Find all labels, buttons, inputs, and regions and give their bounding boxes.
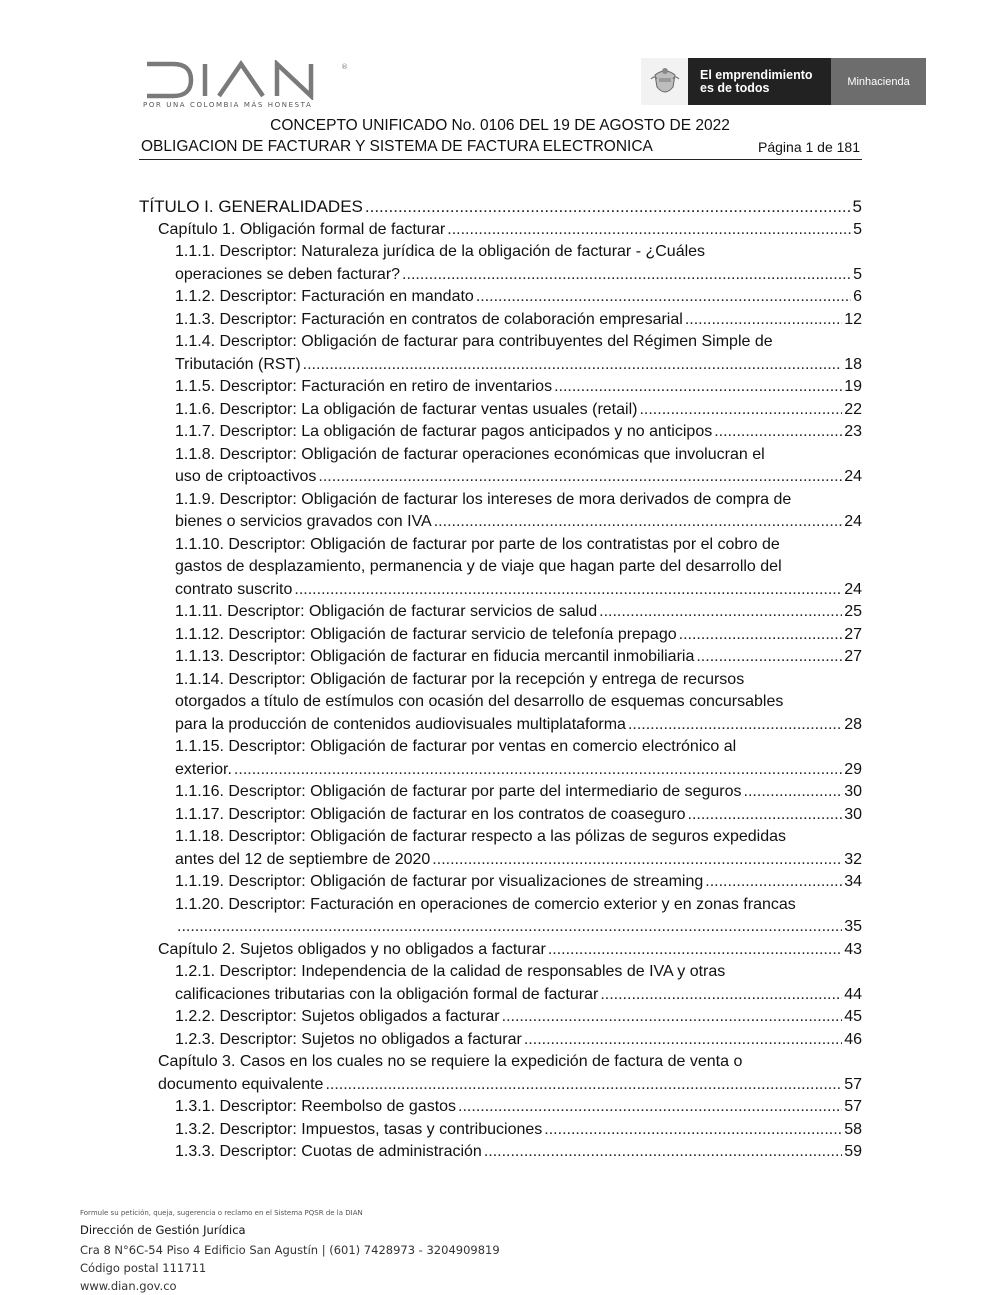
toc-entry[interactable]	[175, 286, 862, 309]
toc-entry-line: 1.1.15. Descriptor: Obligación de facturar por ventas en comercio electrónico al	[175, 738, 737, 755]
website-link[interactable]: www.dian.gov.co	[80, 1279, 177, 1293]
toc-page-number: 28	[844, 716, 862, 733]
toc-entry-text: TÍTULO I. GENERALIDADES	[139, 197, 363, 216]
toc-entry-text: 1.1.12. Descriptor: Obligación de facturar servicio de telefonía prepago	[175, 626, 677, 643]
toc-page-number: 45	[844, 1008, 862, 1025]
toc-entry[interactable]	[175, 849, 862, 872]
toc-entry[interactable]	[175, 309, 862, 332]
toc-page-number: 58	[844, 1121, 862, 1138]
toc-entry-line: gastos de desplazamiento, permanencia y de viaje que hagan parte del desarrollo del	[175, 558, 782, 575]
toc-page-number: 12	[844, 311, 862, 328]
toc-page-number: 44	[844, 986, 862, 1003]
toc-entry[interactable]	[175, 646, 862, 669]
address-line: Cra 8 N°6C-54 Piso 4 Edificio San Agustín | (601) 7428973 - 3204909819	[80, 1243, 500, 1257]
toc-entry-line: 1.1.4. Descriptor: Obligación de facturar para contribuyentes del Régimen Simple de	[175, 333, 773, 350]
toc-entry[interactable]	[175, 871, 862, 894]
logo-tagline: POR UNA COLOMBIA MÁS HONESTA	[143, 101, 313, 109]
toc-entry-line: 1.2.1. Descriptor: Independencia de la calidad de responsables de IVA y otras	[175, 963, 726, 980]
toc-entry-text: calificaciones tributarias con la obligación formal de facturar	[175, 986, 599, 1003]
toc-leader	[234, 759, 842, 782]
toc-leader	[365, 196, 851, 219]
toc-entry[interactable]	[175, 264, 862, 287]
page-indicator: Página 1 de 181	[758, 139, 860, 155]
toc-entry[interactable]	[175, 354, 862, 377]
toc-page-number: 25	[844, 603, 862, 620]
toc-entry[interactable]	[175, 1141, 862, 1164]
toc-page-number: 5	[853, 266, 862, 283]
toc-entry-text: 1.2.2. Descriptor: Sujetos obligados a facturar	[175, 1008, 500, 1025]
toc-page-number: 34	[844, 873, 862, 890]
toc-leader	[685, 309, 842, 332]
toc-page-number: 27	[844, 626, 862, 643]
toc-entry-text: 1.2.3. Descriptor: Sujetos no obligados a facturar	[175, 1031, 522, 1048]
toc-page-number: 6	[853, 288, 862, 305]
svg-text:®: ®	[341, 63, 348, 71]
toc-page-number: 29	[844, 761, 862, 778]
toc-entry[interactable]	[175, 376, 862, 399]
toc-entry[interactable]	[175, 466, 862, 489]
toc-entry-text: operaciones se deben facturar?	[175, 266, 401, 283]
toc-entry-line: 1.1.14. Descriptor: Obligación de facturar por la recepción y entrega de recursos	[175, 671, 745, 688]
toc-entry[interactable]	[175, 759, 862, 782]
toc-entry[interactable]	[175, 624, 862, 647]
toc-leader	[318, 466, 842, 489]
toc-entry[interactable]	[175, 511, 862, 534]
toc-entry-line: 1.1.1. Descriptor: Naturaleza jurídica de la obligación de facturar - ¿Cuáles	[175, 243, 706, 260]
toc-entry[interactable]	[175, 601, 862, 624]
toc-page-number: 24	[844, 581, 862, 598]
toc-page-number: 32	[844, 851, 862, 868]
toc-chapter-entry[interactable]	[158, 1074, 862, 1097]
toc-entry-text: exterior.	[175, 761, 232, 778]
toc-page-number: 35	[844, 918, 862, 935]
toc-leader	[458, 1096, 842, 1119]
toc-entry[interactable]	[175, 421, 862, 444]
toc-leader	[696, 646, 842, 669]
toc-entry-text: 1.1.2. Descriptor: Facturación en mandato	[175, 288, 474, 305]
document-title: CONCEPTO UNIFICADO No. 0106 DEL 19 DE AGOSTO DE 2022	[270, 117, 730, 134]
toc-page-number: 22	[844, 401, 862, 418]
toc-leader	[554, 376, 842, 399]
toc-entry-text: Tributación (RST)	[175, 356, 301, 373]
toc-title-entry[interactable]	[139, 196, 862, 219]
toc-leader	[714, 421, 842, 444]
toc-leader	[294, 579, 842, 602]
toc-page-number: 19	[844, 378, 862, 395]
toc-entry-text: 1.1.13. Descriptor: Obligación de facturar en fiducia mercantil inmobiliaria	[175, 648, 695, 665]
toc-entry-text: Capítulo 2. Sujetos obligados y no obligados a facturar	[158, 941, 546, 958]
toc-entry[interactable]	[175, 1006, 862, 1029]
toc-leader	[639, 399, 842, 422]
toc-entry[interactable]	[175, 984, 862, 1007]
toc-chapter-entry[interactable]	[158, 939, 862, 962]
toc-entry[interactable]	[175, 1096, 862, 1119]
toc-entry[interactable]	[175, 714, 862, 737]
toc-entry-text: antes del 12 de septiembre de 2020	[175, 851, 431, 868]
slogan-line-2: es de todos	[700, 80, 770, 95]
toc-leader	[679, 624, 843, 647]
toc-leader	[502, 1006, 843, 1029]
toc-entry-text: Capítulo 1. Obligación formal de facturar	[158, 221, 446, 238]
toc-entry-text: 1.1.11. Descriptor: Obligación de facturar servicios de salud	[175, 603, 598, 620]
coat-of-arms-icon	[641, 58, 688, 105]
toc-entry-text: uso de criptoactivos	[175, 468, 317, 485]
government-slogan	[688, 58, 831, 105]
toc-entry[interactable]	[175, 916, 862, 939]
document-subtitle: OBLIGACION DE FACTURAR Y SISTEMA DE FACTURA ELECTRONICA	[141, 138, 653, 155]
toc-leader	[600, 984, 842, 1007]
toc-page-number: 23	[844, 423, 862, 440]
toc-entry-line: 1.1.10. Descriptor: Obligación de facturar por parte de los contratistas por el cobro de	[175, 536, 780, 553]
toc-entry-line: Capítulo 3. Casos en los cuales no se requiere la expedición de factura de venta o	[158, 1053, 743, 1070]
toc-page-number: 30	[844, 783, 862, 800]
office-name: Dirección de Gestión Jurídica	[80, 1223, 246, 1237]
toc-page-number: 24	[844, 513, 862, 530]
toc-entry[interactable]	[175, 399, 862, 422]
toc-leader	[325, 1074, 842, 1097]
toc-entry-text: 1.1.3. Descriptor: Facturación en contratos de colaboración empresarial	[175, 311, 683, 328]
toc-leader	[688, 804, 843, 827]
toc-entry[interactable]	[175, 1029, 862, 1052]
toc-leader	[705, 871, 842, 894]
toc-entry-text: 1.1.5. Descriptor: Facturación en retiro de inventarios	[175, 378, 553, 395]
government-banner	[641, 58, 926, 105]
page-footer	[80, 1209, 500, 1295]
toc-entry-text: 1.1.6. Descriptor: La obligación de facturar ventas usuales (retail)	[175, 401, 638, 418]
toc-entry-line: 1.1.20. Descriptor: Facturación en operaciones de comercio exterior y en zonas francas	[175, 896, 796, 913]
toc-leader	[544, 1119, 842, 1142]
toc-entry-text: documento equivalente	[158, 1076, 324, 1093]
toc-entry-text: 1.1.17. Descriptor: Obligación de facturar en los contratos de coaseguro	[175, 806, 686, 823]
toc-page-number: 57	[844, 1076, 862, 1093]
toc-page-number: 30	[844, 806, 862, 823]
header-divider	[139, 159, 862, 160]
toc-entry-text: 1.3.2. Descriptor: Impuestos, tasas y contribuciones	[175, 1121, 543, 1138]
toc-page-number: 18	[844, 356, 862, 373]
toc-entry-line: otorgados a título de estímulos con ocasión del desarrollo de esquemas concursables	[175, 693, 784, 710]
toc-entry-text: contrato suscrito	[175, 581, 293, 598]
toc-leader	[447, 219, 851, 242]
toc-entry-text: 1.1.16. Descriptor: Obligación de facturar por parte del intermediario de seguros	[175, 783, 742, 800]
toc-leader	[524, 1029, 842, 1052]
toc-entry-text: 1.1.7. Descriptor: La obligación de facturar pagos anticipados y no anticipos	[175, 423, 713, 440]
dian-logo-icon	[143, 60, 353, 100]
toc-entry-text: para la producción de contenidos audiovisuales multiplataforma	[175, 716, 626, 733]
toc-page-number: 24	[844, 468, 862, 485]
toc-entry-line: 1.1.9. Descriptor: Obligación de facturar los intereses de mora derivados de compra de	[175, 491, 792, 508]
toc-leader	[303, 354, 843, 377]
toc-entry[interactable]	[175, 1119, 862, 1142]
toc-page-number: 46	[844, 1031, 862, 1048]
toc-entry[interactable]	[175, 781, 862, 804]
toc-entry-text: 1.1.19. Descriptor: Obligación de facturar por visualizaciones de streaming	[175, 873, 704, 890]
pqsr-note: Formule su petición, queja, sugerencia o reclamo en el Sistema PQSR de la DIAN	[80, 1209, 363, 1217]
toc-page-number: 43	[844, 941, 862, 958]
toc-leader	[628, 714, 842, 737]
toc-entry-text: bienes o servicios gravados con IVA	[175, 513, 432, 530]
toc-entry-text: 1.3.1. Descriptor: Reembolso de gastos	[175, 1098, 457, 1115]
toc-page-number: 27	[844, 648, 862, 665]
toc-leader	[476, 286, 851, 309]
toc-chapter-entry[interactable]	[158, 219, 862, 242]
toc-leader	[432, 849, 842, 872]
ministry-label: Minhacienda	[831, 58, 926, 105]
toc-leader	[177, 916, 842, 939]
toc-page-number: 5	[853, 221, 862, 238]
toc-page-number: 5	[852, 197, 862, 216]
toc-page-number: 59	[844, 1143, 862, 1160]
toc-entry-line: 1.1.8. Descriptor: Obligación de facturar operaciones económicas que involucran el	[175, 446, 765, 463]
toc-leader	[484, 1141, 842, 1164]
office-address	[80, 1241, 500, 1295]
toc-leader	[434, 511, 842, 534]
toc-entry-text: 1.3.3. Descriptor: Cuotas de administración	[175, 1143, 482, 1160]
toc-leader	[548, 939, 842, 962]
toc-leader	[599, 601, 842, 624]
toc-entry-line: 1.1.18. Descriptor: Obligación de facturar respecto a las pólizas de seguros expedidas	[175, 828, 787, 845]
toc-leader	[744, 781, 843, 804]
toc-page-number: 57	[844, 1098, 862, 1115]
postal-code: Código postal 111711	[80, 1261, 207, 1275]
toc-entry[interactable]	[175, 579, 862, 602]
toc-entry[interactable]	[175, 804, 862, 827]
slogan-line-1: El emprendimiento	[700, 67, 813, 82]
toc-leader	[402, 264, 851, 287]
